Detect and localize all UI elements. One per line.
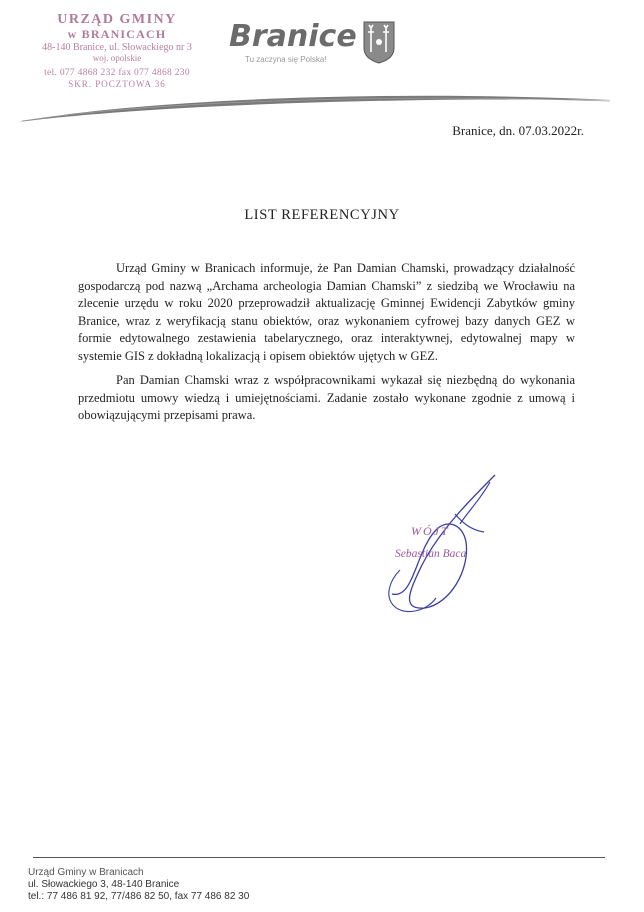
footer-contact: tel.: 77 486 81 92, 77/486 82 50, fax 77 486 82 30: [28, 891, 250, 902]
stamp-line-6: SKR. POCZTOWA 36: [68, 78, 166, 89]
stamp-line-2: w BRANICACH: [67, 27, 167, 41]
document-title: LIST REFERENCYJNY: [244, 207, 400, 223]
coat-of-arms-icon: [362, 20, 396, 64]
paragraph-1: Urząd Gminy w Branicach informuje, że Pan Damian Chamski, prowadzący działalność gospodarczą pod nazwą „Archama archeologia Damian Chamski” z siedzibą we Wrocławiu na zlecenie urzędu w roku 2020 przeprowadził aktualizację Gminnej Ewidencji Zabytków gminy Branice, wraz z weryfikacją stanu obiektów, oraz wykonaniem cyfrowej bazy danych GEZ w formie edytowalnego zestawienia tabelarycznego, oraz interaktywnej, edytowalnej mapy w systemie GIS z dokładną lokalizacją i opisem obiektów ujętych w GEZ.: [78, 261, 575, 363]
stamp-line-4: woj. opolskie: [92, 53, 142, 63]
logo-tagline: Tu zaczyna się Polska!: [245, 55, 327, 64]
handwritten-signature: [370, 470, 510, 620]
paragraph-1-block: [78, 260, 575, 366]
official-title-seal: WÓJT: [411, 524, 450, 538]
footer-organization: Urząd Gminy w Branicach: [28, 867, 144, 878]
stamp-line-5: tel. 077 4868 232 fax 077 4868 230: [44, 68, 190, 78]
footer-divider: [33, 857, 605, 858]
footer-address: ul. Słowackiego 3, 48-140 Branice: [28, 879, 180, 890]
stamp-line-3: 48-140 Branice, ul. Słowackiego nr 3: [42, 42, 192, 53]
official-name-seal: Sebastian Baca: [395, 548, 467, 560]
paragraph-2: Pan Damian Chamski wraz z współpracownikami wykazał się niezbędną do wykonania przedmiotu umowy wiedzą i umiejętnościami. Zadanie zostało wykonane zgodnie z umową i obowiązującymi przepisami prawa.: [78, 373, 575, 423]
header-swoosh-line: [0, 70, 644, 130]
branice-logo: Branice: [229, 19, 357, 54]
stamp-line-1: URZĄD GMINY: [57, 12, 177, 27]
paragraph-2-block: [78, 372, 575, 425]
place-and-date: Branice, dn. 07.03.2022r.: [452, 123, 584, 138]
